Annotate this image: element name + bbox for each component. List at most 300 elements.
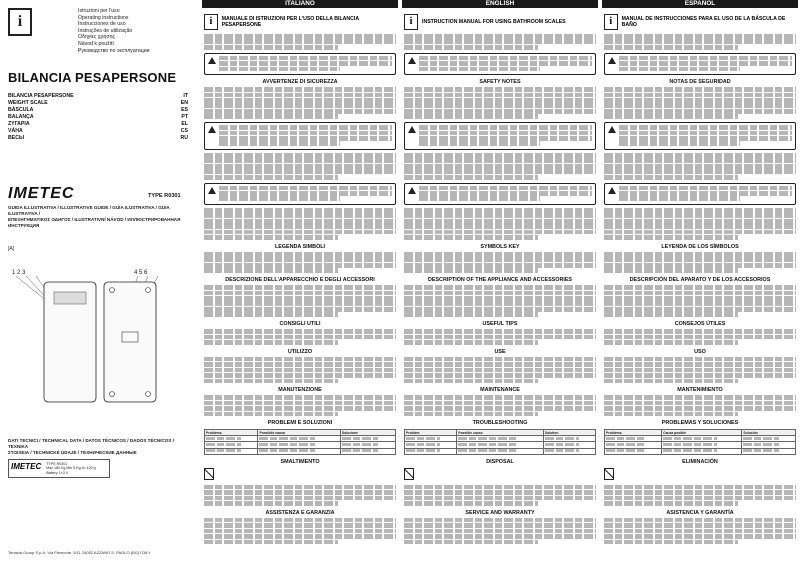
text-line (604, 34, 796, 39)
text-line (604, 230, 796, 235)
text-line (419, 56, 592, 61)
text-line (404, 496, 596, 501)
info-icon: i (8, 8, 32, 36)
text-line (204, 263, 396, 268)
warning-box (404, 183, 596, 205)
text-line (604, 45, 738, 50)
section-title: MAINTENANCE (480, 387, 520, 394)
code-row (8, 128, 188, 135)
warning-icon (208, 57, 216, 64)
code-row (8, 100, 188, 107)
warning-box (204, 122, 396, 150)
brand-logo: IMETEC (8, 185, 75, 202)
text-line (204, 401, 396, 406)
text-line (404, 230, 596, 235)
warning-box (404, 53, 596, 75)
text-line (419, 131, 592, 136)
text-line (619, 196, 740, 201)
language-line: Operating instructions (78, 14, 129, 21)
text-line (204, 45, 338, 50)
code-lang: ES (181, 107, 188, 113)
text-line (604, 169, 796, 174)
text-line (404, 285, 596, 290)
text-line (604, 529, 796, 534)
text-line (404, 518, 596, 523)
figure-label: [A] (8, 246, 15, 252)
rating-brand: IMETEC (11, 462, 42, 471)
guide-line: GUIDA ILLUSTRATIVA / ILLUSTRATIVE GUIDE / GUÍA ILUSTRATIVA / GUIA ILUSTRATIVA / (8, 205, 170, 216)
text-line (204, 114, 338, 119)
text-line (204, 169, 396, 174)
section-title: ASISTENCIA Y GARANTÍA (666, 509, 734, 516)
text-line (619, 141, 740, 146)
technical-data (8, 438, 193, 478)
illustrative-guide-title (8, 205, 193, 229)
text-line (204, 362, 396, 367)
text-line (204, 335, 396, 340)
language-list (78, 8, 193, 54)
text-line (419, 67, 540, 72)
text-line (404, 540, 538, 545)
text-line (619, 136, 792, 141)
warning-box (204, 53, 396, 75)
figure-callouts-left: 1 2 3 (12, 270, 26, 276)
text-line (404, 529, 596, 534)
section-title: CONSEJOS ÚTILES (674, 321, 726, 328)
rating-line: Battery 1×3 V (46, 470, 69, 475)
text-line (204, 109, 396, 114)
section-title: SMALTIMENTO (280, 458, 320, 465)
text-line (404, 252, 596, 257)
text-line (619, 56, 792, 61)
code-row (8, 114, 188, 121)
cover-panel (0, 0, 196, 567)
text-line (404, 291, 596, 296)
text-line (419, 141, 540, 146)
table-header: Solution (543, 430, 595, 436)
text-line (219, 61, 392, 66)
table-header: Problem (405, 430, 457, 436)
code-lang: IT (183, 93, 188, 99)
troubleshooting-table (204, 429, 396, 454)
header-english: ENGLISH (402, 0, 598, 8)
text-line (619, 125, 792, 130)
text-line (219, 196, 340, 201)
text-line (604, 379, 738, 384)
text-line (604, 158, 796, 163)
text-line (604, 534, 796, 539)
text-line (404, 373, 596, 378)
section-title: USEFUL TIPS (482, 321, 518, 328)
text-line (604, 485, 796, 490)
section-title: SYMBOLS KEY (480, 243, 520, 250)
text-line (604, 373, 796, 378)
text-line (604, 518, 796, 523)
text-line (604, 114, 738, 119)
table-row (405, 448, 596, 454)
text-line (404, 169, 596, 174)
text-line (604, 98, 796, 103)
crossed-bin-icon (404, 468, 414, 480)
text-line (404, 329, 596, 334)
text-line (604, 268, 738, 273)
text-line (604, 523, 796, 528)
section-title: AVVERTENZE DI SICUREZZA (262, 79, 338, 86)
text-line (404, 45, 538, 50)
crossed-bin-icon (604, 468, 614, 480)
text-line (204, 285, 396, 290)
code-row (8, 93, 188, 100)
text-line (404, 93, 596, 98)
text-line (619, 186, 792, 191)
section-title: LEGENDA SIMBOLI (274, 243, 326, 250)
text-line (604, 368, 796, 373)
section-title: CONSIGLI UTILI (279, 321, 321, 328)
text-line (404, 490, 596, 495)
text-line (404, 109, 596, 114)
techdata-title: DATI TECNICI / TECHNICAL DATA / DATOS TÉCNICOS / DADOS TÉCNICOS / ΤΕΧΝΙΚΑ (8, 438, 174, 449)
text-line (404, 401, 596, 406)
text-line (604, 501, 738, 506)
warning-icon (408, 187, 416, 194)
code-name: WEIGHT SCALE (8, 100, 48, 106)
warning-box (604, 183, 796, 205)
text-line (404, 114, 538, 119)
text-line (404, 379, 538, 384)
text-line (404, 485, 596, 490)
company-address: Tenacta Group S.p.A. Via Piemonte, 5/11 24052 AZZANO S. PAOLO (BG) ITALY (8, 550, 151, 555)
text-line (404, 412, 538, 417)
language-line: Instruções de utilização (78, 27, 133, 34)
text-line (404, 213, 596, 218)
text-line (204, 257, 396, 262)
text-line (404, 164, 596, 169)
text-line (204, 518, 396, 523)
text-line (604, 224, 796, 229)
text-line (219, 141, 340, 146)
text-line (204, 496, 396, 501)
text-line (419, 196, 540, 201)
section-title: ASSISTENZA E GARANZIA (265, 509, 335, 516)
text-line (619, 131, 792, 136)
text-line (204, 34, 396, 39)
text-line (604, 39, 796, 44)
text-line (419, 186, 592, 191)
text-line (604, 301, 796, 306)
manual-title-text: MANUALE DI ISTRUZIONI PER L'USO DELLA BILANCIA PESAPERSONE (221, 15, 359, 28)
code-row (8, 135, 188, 142)
text-line (204, 523, 396, 528)
text-line (604, 540, 738, 545)
code-lang: EN (180, 100, 188, 106)
text-line (404, 268, 538, 273)
text-line (604, 175, 738, 180)
section-title: NOTAS DE SEGURIDAD (669, 79, 731, 86)
text-line (204, 224, 396, 229)
text-line (604, 307, 796, 312)
table-cell (405, 448, 457, 454)
text-line (404, 340, 538, 345)
warning-icon (408, 126, 416, 133)
text-line (204, 368, 396, 373)
text-line (404, 175, 538, 180)
section-title: LEYENDA DE LOS SÍMBOLOS (661, 243, 739, 250)
text-line (604, 93, 796, 98)
section-title: SERVICE AND WARRANTY (465, 509, 535, 516)
info-icon: i (604, 14, 618, 30)
text-line (204, 373, 396, 378)
text-line (604, 335, 796, 340)
text-line (419, 61, 592, 66)
crossed-bin-icon (204, 468, 214, 480)
text-line (404, 395, 596, 400)
table-cell (742, 448, 796, 454)
text-line (204, 406, 396, 411)
text-line (204, 164, 396, 169)
table-cell (605, 448, 662, 454)
guide-line: ΕΠΕΞΗΓΗΜΑΤΙΚΟΣ ΟΔΗΓΟΣ / ILUSTRATIVNÍ NÁVOD / ИЛЛЮСТРИРОВАННАЯ ИНСТРУКЦИЯ (8, 217, 181, 228)
table-header: Problema (205, 430, 258, 436)
warning-icon (608, 57, 616, 64)
header-italiano: ITALIANO (202, 0, 398, 8)
text-line (419, 191, 592, 196)
text-line (204, 213, 396, 218)
warning-icon (608, 126, 616, 133)
text-line (604, 263, 796, 268)
text-line (604, 406, 796, 411)
text-line (204, 39, 396, 44)
text-line (404, 235, 538, 240)
warning-box (204, 183, 396, 205)
text-line (204, 540, 338, 545)
code-name: ВЕСЫ (8, 135, 25, 141)
manual-title-en (404, 14, 596, 30)
warning-icon (208, 187, 216, 194)
language-line: Οδηγίες χρήσης (78, 34, 115, 41)
warning-box (604, 122, 796, 150)
header-espanol: ESPAÑOL (602, 0, 798, 8)
text-line (619, 67, 740, 72)
code-lang: CS (180, 128, 188, 134)
text-line (204, 412, 338, 417)
manual-title-it (204, 14, 396, 30)
warning-box (404, 122, 596, 150)
table-cell (543, 448, 595, 454)
text-line (604, 312, 738, 317)
text-line (604, 362, 796, 367)
text-line (404, 534, 596, 539)
text-line (204, 268, 338, 273)
text-line (204, 307, 396, 312)
text-line (604, 153, 796, 158)
text-line (204, 219, 396, 224)
scale-illustration (8, 262, 192, 410)
text-line (219, 67, 340, 72)
section-title: MANTENIMIENTO (677, 387, 723, 394)
language-line: Руководство по эксплуатации (78, 47, 150, 54)
section-title: UTILIZZO (287, 348, 313, 355)
text-line (404, 98, 596, 103)
product-name-codes (8, 93, 188, 142)
text-line (604, 252, 796, 257)
text-line (404, 362, 596, 367)
text-line (604, 219, 796, 224)
text-line (404, 208, 596, 213)
section-title: DESCRIZIONE DELL'APPARECCHIO E DEGLI ACCESSORI (225, 277, 375, 284)
text-line (404, 158, 596, 163)
table-cell (457, 448, 544, 454)
text-line (219, 186, 392, 191)
section-title: USO (694, 348, 706, 355)
code-name: VÁHA (8, 128, 23, 134)
model-type: TYPE R0301 (148, 193, 181, 199)
section-title: SAFETY NOTES (479, 79, 521, 86)
section-title: DISPOSAL (486, 458, 514, 465)
section-title: PROBLEMAS Y SOLUCIONES (661, 420, 739, 427)
table-cell (662, 448, 742, 454)
table-cell (258, 448, 340, 454)
rating-line: Max 180 Kg Min 5 Kg d= 100 g (46, 466, 96, 471)
table-header: Soluzione (340, 430, 395, 436)
table-row (605, 448, 796, 454)
text-line (404, 87, 596, 92)
column-italiano (204, 12, 396, 552)
text-line (219, 125, 392, 130)
text-line (404, 368, 596, 373)
text-line (604, 213, 796, 218)
text-line (204, 296, 396, 301)
text-line (404, 296, 596, 301)
text-line (419, 136, 592, 141)
text-line (404, 224, 596, 229)
text-line (204, 98, 396, 103)
text-line (404, 301, 596, 306)
text-line (204, 329, 396, 334)
table-header: Problema (605, 430, 662, 436)
text-line (604, 401, 796, 406)
text-line (204, 291, 396, 296)
text-line (204, 529, 396, 534)
manual-title-es (604, 14, 796, 30)
text-line (604, 235, 738, 240)
warning-icon (608, 187, 616, 194)
text-line (404, 263, 596, 268)
info-icon: i (204, 14, 218, 30)
text-line (604, 291, 796, 296)
text-line (204, 301, 396, 306)
text-line (404, 34, 596, 39)
text-line (204, 395, 396, 400)
text-line (404, 257, 596, 262)
text-line (604, 257, 796, 262)
text-line (219, 136, 392, 141)
code-name: BÁSCULA (8, 107, 34, 113)
section-title: MANUTENZIONE (278, 387, 322, 394)
text-line (204, 490, 396, 495)
table-header: Possible cause (457, 430, 544, 436)
text-line (604, 490, 796, 495)
section-title: TROUBLESHOOTING (472, 420, 528, 427)
rating-label (8, 459, 110, 478)
text-line (219, 191, 392, 196)
section-title: PROBLEMI E SOLUZIONI (267, 420, 333, 427)
table-header: Solución (742, 430, 796, 436)
table-cell (340, 448, 395, 454)
text-line (204, 340, 338, 345)
text-line (204, 93, 396, 98)
column-espanol (604, 12, 796, 552)
text-line (604, 109, 796, 114)
rating-line: TYPE R0301 (46, 462, 68, 466)
text-line (404, 357, 596, 362)
code-name: BILANCIA PESAPERSONE (8, 93, 74, 99)
section-title: USE (494, 348, 506, 355)
techdata-title2: ΣΤΟΙΧΕΙΑ / TECHNICKÉ ÚDAJE / ТЕХНИЧЕСКИЕ ДАННЫЕ (8, 450, 137, 455)
text-line (419, 125, 592, 130)
column-english (404, 12, 596, 552)
warning-box (604, 53, 796, 75)
text-line (404, 406, 596, 411)
text-line (619, 61, 792, 66)
warning-icon (408, 57, 416, 64)
text-line (204, 87, 396, 92)
text-line (204, 379, 338, 384)
text-line (404, 103, 596, 108)
text-line (404, 219, 596, 224)
text-line (204, 235, 338, 240)
text-line (604, 285, 796, 290)
code-row (8, 121, 188, 128)
text-line (204, 312, 338, 317)
text-line (604, 296, 796, 301)
warning-icon (208, 126, 216, 133)
cover-title: BILANCIA PESAPERSONE (8, 70, 177, 85)
text-line (204, 175, 338, 180)
text-line (404, 307, 596, 312)
text-line (204, 357, 396, 362)
text-line (604, 164, 796, 169)
text-line (404, 39, 596, 44)
text-line (204, 485, 396, 490)
manual-title-text: INSTRUCTION MANUAL FOR USING BATHROOM SCALES (422, 18, 566, 25)
text-line (404, 312, 538, 317)
table-cell (205, 448, 258, 454)
text-line (204, 501, 338, 506)
figure-callouts-right: 4 5 6 (134, 270, 148, 276)
table-header: Possibile causa (258, 430, 340, 436)
text-line (604, 329, 796, 334)
text-line (204, 158, 396, 163)
text-line (204, 252, 396, 257)
text-line (404, 335, 596, 340)
code-lang: PT (181, 114, 188, 120)
code-lang: EL (181, 121, 188, 127)
code-row (8, 107, 188, 114)
language-line: Návod k použití (78, 40, 114, 47)
section-title: ELIMINACIÓN (682, 458, 718, 465)
code-name: BALANÇA (8, 114, 34, 120)
text-line (404, 523, 596, 528)
troubleshooting-table (404, 429, 596, 454)
section-title: DESCRIPTION OF THE APPLIANCE AND ACCESSORIES (427, 277, 573, 284)
text-line (604, 340, 738, 345)
info-icon: i (404, 14, 418, 30)
language-line: Instrucciones de uso (78, 21, 126, 28)
text-line (604, 496, 796, 501)
scale-display (54, 292, 86, 304)
text-line (604, 395, 796, 400)
text-line (604, 87, 796, 92)
